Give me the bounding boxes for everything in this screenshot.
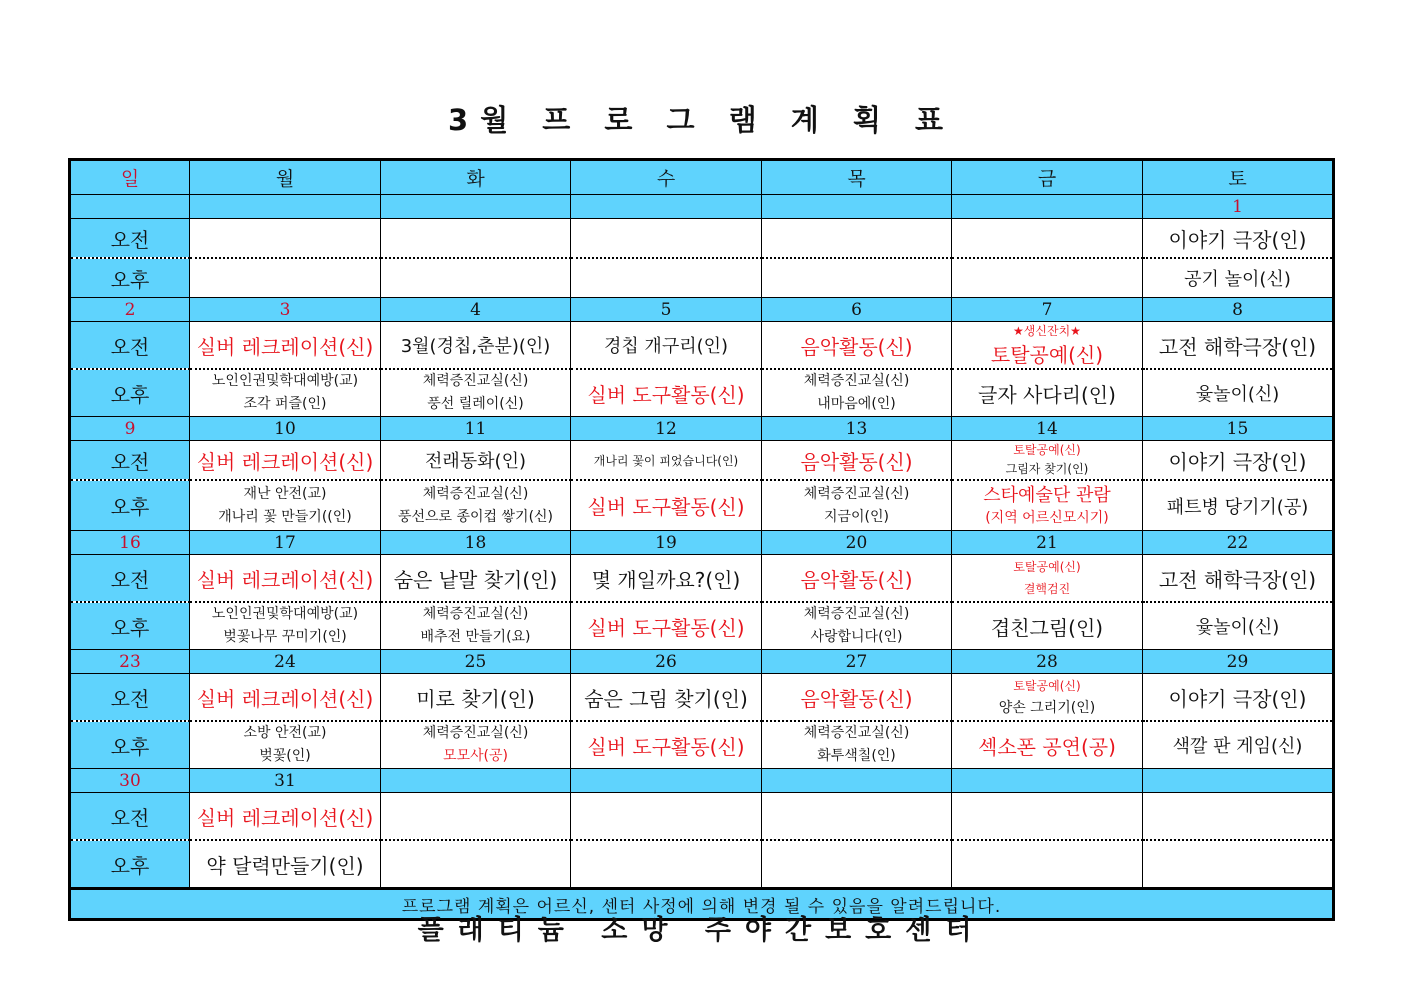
am-label: 오전 — [70, 219, 190, 259]
activity-line: 벚꽃(인) — [259, 748, 311, 764]
activity-cell — [381, 480, 571, 531]
week-6-date-row — [70, 769, 1334, 793]
pm-label: 오후 — [70, 258, 190, 298]
date-cell: 21 — [952, 531, 1143, 555]
activity-cell: 전래동화(인) — [381, 441, 571, 481]
activity-cell — [952, 441, 1143, 481]
activity-cell: 몇 개일까요?(인) — [571, 555, 762, 603]
week-1-am-row — [70, 219, 1334, 259]
am-label: 오전 — [70, 793, 190, 841]
date-cell — [762, 195, 952, 219]
activity-line: 토탈공예(신) — [1013, 560, 1081, 574]
activity-line: 결핵검진 — [1023, 582, 1071, 596]
date-cell: 18 — [381, 531, 571, 555]
weekday-sat: 토 — [1143, 160, 1334, 195]
activity-cell — [762, 258, 952, 298]
weekday-header-row — [70, 160, 1334, 195]
date-cell — [952, 195, 1143, 219]
activity-cell — [571, 219, 762, 259]
week-6-am-row — [70, 793, 1334, 841]
date-cell: 19 — [571, 531, 762, 555]
date-cell — [762, 769, 952, 793]
week-1-date-row — [70, 195, 1334, 219]
activity-cell — [762, 369, 952, 417]
date-cell: 14 — [952, 417, 1143, 441]
activity-line: 체력증진교실(신) — [422, 373, 529, 389]
date-cell: 22 — [1143, 531, 1334, 555]
activity-line: 모모사(공) — [442, 748, 509, 764]
activity-cell: 실버 레크레이션(신) — [190, 793, 381, 841]
activity-line: 사랑합니다(인) — [810, 629, 903, 645]
date-cell: 10 — [190, 417, 381, 441]
activity-cell: 고전 해학극장(인) — [1143, 322, 1334, 370]
week-4-date-row — [70, 531, 1334, 555]
am-label: 오전 — [70, 322, 190, 370]
date-cell: 11 — [381, 417, 571, 441]
activity-cell — [381, 258, 571, 298]
week-5-date-row — [70, 650, 1334, 674]
activity-cell — [1143, 840, 1334, 889]
activity-cell: 음악활동(신) — [762, 441, 952, 481]
date-cell — [381, 769, 571, 793]
activity-cell — [381, 721, 571, 769]
date-cell: 9 — [70, 417, 190, 441]
activity-cell: 실버 레크레이션(신) — [190, 674, 381, 722]
week-3-am-row — [70, 441, 1334, 481]
activity-line: 체력증진교실(신) — [803, 725, 910, 741]
activity-line: 풍선 릴레이(신) — [427, 396, 524, 412]
date-cell: 17 — [190, 531, 381, 555]
activity-cell — [381, 840, 571, 889]
weekday-sun: 일 — [70, 160, 190, 195]
weekday-thu: 목 — [762, 160, 952, 195]
date-cell: 27 — [762, 650, 952, 674]
activity-cell: 고전 해학극장(인) — [1143, 555, 1334, 603]
date-cell: 2 — [70, 298, 190, 322]
week-2-date-row — [70, 298, 1334, 322]
activity-cell — [762, 219, 952, 259]
activity-cell: 숨은 낱말 찾기(인) — [381, 555, 571, 603]
activity-line: 노인인권및학대예방(교) — [211, 606, 359, 622]
activity-cell: 이야기 극장(인) — [1143, 674, 1334, 722]
am-label: 오전 — [70, 674, 190, 722]
notice-text: 프로그램 계획은 어르신, 센터 사정에 의해 변경 될 수 있음을 알려드립니다. — [70, 889, 1334, 920]
date-cell: 12 — [571, 417, 762, 441]
week-1-pm-row — [70, 258, 1334, 298]
date-cell — [190, 195, 381, 219]
pm-label: 오후 — [70, 480, 190, 531]
date-cell: 7 — [952, 298, 1143, 322]
activity-cell — [571, 840, 762, 889]
activity-cell — [190, 258, 381, 298]
activity-cell — [952, 674, 1143, 722]
date-cell: 29 — [1143, 650, 1334, 674]
activity-cell — [952, 555, 1143, 603]
activity-cell: 음악활동(신) — [762, 555, 952, 603]
activity-cell — [190, 602, 381, 650]
pm-label: 오후 — [70, 602, 190, 650]
date-cell — [70, 195, 190, 219]
activity-cell: 실버 레크레이션(신) — [190, 322, 381, 370]
date-cell: 6 — [762, 298, 952, 322]
date-cell: 15 — [1143, 417, 1334, 441]
activity-cell: 경칩 개구리(인) — [571, 322, 762, 370]
activity-cell — [762, 721, 952, 769]
pm-label: 오후 — [70, 721, 190, 769]
date-cell: 8 — [1143, 298, 1334, 322]
activity-cell: 공기 놀이(신) — [1143, 258, 1334, 298]
date-cell: 13 — [762, 417, 952, 441]
date-cell: 26 — [571, 650, 762, 674]
date-cell — [1143, 769, 1334, 793]
activity-cell — [190, 369, 381, 417]
activity-line: 화투색칠(인) — [817, 748, 896, 764]
date-cell: 24 — [190, 650, 381, 674]
date-cell: 30 — [70, 769, 190, 793]
birthday-party-label: ★생신잔치★ — [1013, 324, 1081, 338]
activity-cell: 실버 레크레이션(신) — [190, 555, 381, 603]
week-3-date-row — [70, 417, 1334, 441]
activity-cell — [381, 602, 571, 650]
activity-line: 개나리 꽃 만들기((인) — [218, 508, 352, 525]
activity-cell — [952, 480, 1143, 531]
pm-label: 오후 — [70, 369, 190, 417]
pm-label: 오후 — [70, 840, 190, 889]
activity-cell: 개나리 꽃이 피었습니다(인) — [571, 441, 762, 481]
activity-cell: 음악활동(신) — [762, 322, 952, 370]
activity-cell — [762, 793, 952, 841]
activity-line: 재난 안전(교) — [243, 485, 327, 502]
page-title: 3월 프 로 그 램 계 획 표 — [448, 103, 955, 137]
date-cell: 28 — [952, 650, 1143, 674]
activity-cell: 겹친그림(인) — [952, 602, 1143, 650]
activity-line: 풍선으로 종이컵 쌓기(신) — [397, 508, 554, 525]
activity-cell: 미로 찾기(인) — [381, 674, 571, 722]
activity-cell: 글자 사다리(인) — [952, 369, 1143, 417]
activity-cell — [952, 258, 1143, 298]
weekday-fri: 금 — [952, 160, 1143, 195]
program-calendar — [68, 158, 1335, 921]
activity-cell — [952, 793, 1143, 841]
activity-line: 체력증진교실(신) — [803, 606, 910, 622]
activity-line: 지금이(인) — [823, 508, 890, 525]
activity-line: 체력증진교실(신) — [422, 725, 529, 741]
week-4-am-row — [70, 555, 1334, 603]
activity-cell: 음악활동(신) — [762, 674, 952, 722]
date-cell — [381, 195, 571, 219]
activity-cell — [952, 840, 1143, 889]
activity-cell: 실버 도구활동(신) — [571, 721, 762, 769]
week-5-pm-row — [70, 721, 1334, 769]
activity-cell: 패트병 당기기(공) — [1143, 480, 1334, 531]
activity-cell — [571, 258, 762, 298]
activity-cell — [190, 480, 381, 531]
activity-line: (지역 어르신모시기) — [985, 510, 1109, 526]
activity-cell: 이야기 극장(인) — [1143, 219, 1334, 259]
activity-cell: 색깔 판 게임(신) — [1143, 721, 1334, 769]
weekday-tue: 화 — [381, 160, 571, 195]
week-3-pm-row — [70, 480, 1334, 531]
date-cell: 1 — [1143, 195, 1334, 219]
week-5-am-row — [70, 674, 1334, 722]
week-2-pm-row — [70, 369, 1334, 417]
date-cell: 5 — [571, 298, 762, 322]
activity-line: 토탈공예(신) — [1013, 443, 1081, 457]
activity-cell: 실버 도구활동(신) — [571, 480, 762, 531]
activity-cell — [190, 721, 381, 769]
activity-cell: 이야기 극장(인) — [1143, 441, 1334, 481]
activity-line: 그림자 찾기(인) — [1005, 462, 1089, 476]
am-label: 오전 — [70, 441, 190, 481]
activity-cell: 윷놀이(신) — [1143, 602, 1334, 650]
activity-line: 체력증진교실(신) — [803, 373, 910, 389]
week-4-pm-row — [70, 602, 1334, 650]
activity-cell — [1143, 793, 1334, 841]
date-cell: 16 — [70, 531, 190, 555]
am-label: 오전 — [70, 555, 190, 603]
week-6-pm-row — [70, 840, 1334, 889]
activity-cell — [190, 219, 381, 259]
activity-line: 노인인권및학대예방(교) — [211, 373, 359, 389]
activity-line: 체력증진교실(신) — [803, 485, 910, 502]
date-cell: 4 — [381, 298, 571, 322]
activity-line: 소방 안전(교) — [243, 725, 327, 741]
activity-cell: 실버 도구활동(신) — [571, 369, 762, 417]
activity-cell — [952, 322, 1143, 370]
activity-cell: 실버 도구활동(신) — [571, 602, 762, 650]
activity-cell: 섹소폰 공연(공) — [952, 721, 1143, 769]
activity-cell — [381, 793, 571, 841]
activity-cell — [381, 369, 571, 417]
date-cell — [571, 769, 762, 793]
week-2-am-row — [70, 322, 1334, 370]
date-cell: 3 — [190, 298, 381, 322]
center-name: 플래티늄 소망 주야간보호센터 — [417, 915, 986, 946]
activity-cell — [381, 219, 571, 259]
date-cell: 20 — [762, 531, 952, 555]
date-cell: 25 — [381, 650, 571, 674]
activity-line: 체력증진교실(신) — [422, 485, 529, 502]
activity-cell — [762, 602, 952, 650]
weekday-mon: 월 — [190, 160, 381, 195]
activity-cell: 실버 레크레이션(신) — [190, 441, 381, 481]
activity-cell — [571, 793, 762, 841]
activity-cell: 윷놀이(신) — [1143, 369, 1334, 417]
activity-cell — [952, 219, 1143, 259]
date-cell — [571, 195, 762, 219]
activity-cell: 3월(경칩,춘분)(인) — [381, 322, 571, 370]
activity-line: 내마음에(인) — [817, 396, 896, 412]
activity-line: 배추전 만들기(요) — [420, 629, 531, 645]
activity-line: 토탈공예(신) — [1013, 679, 1081, 693]
activity-line: 벚꽃나무 꾸미기(인) — [223, 629, 347, 645]
activity-cell: 숨은 그림 찾기(인) — [571, 674, 762, 722]
date-cell — [952, 769, 1143, 793]
activity-line: 체력증진교실(신) — [422, 606, 529, 622]
activity-line: 토탈공예(신) — [990, 343, 1104, 367]
activity-cell — [762, 480, 952, 531]
activity-line: 스타예술단 관람 — [983, 485, 1111, 506]
date-cell: 31 — [190, 769, 381, 793]
activity-cell — [762, 840, 952, 889]
activity-line: 양손 그리기(인) — [998, 700, 1096, 716]
activity-line: 조각 퍼즐(인) — [243, 396, 327, 412]
activity-cell: 약 달력만들기(인) — [190, 840, 381, 889]
date-cell: 23 — [70, 650, 190, 674]
weekday-wed: 수 — [571, 160, 762, 195]
